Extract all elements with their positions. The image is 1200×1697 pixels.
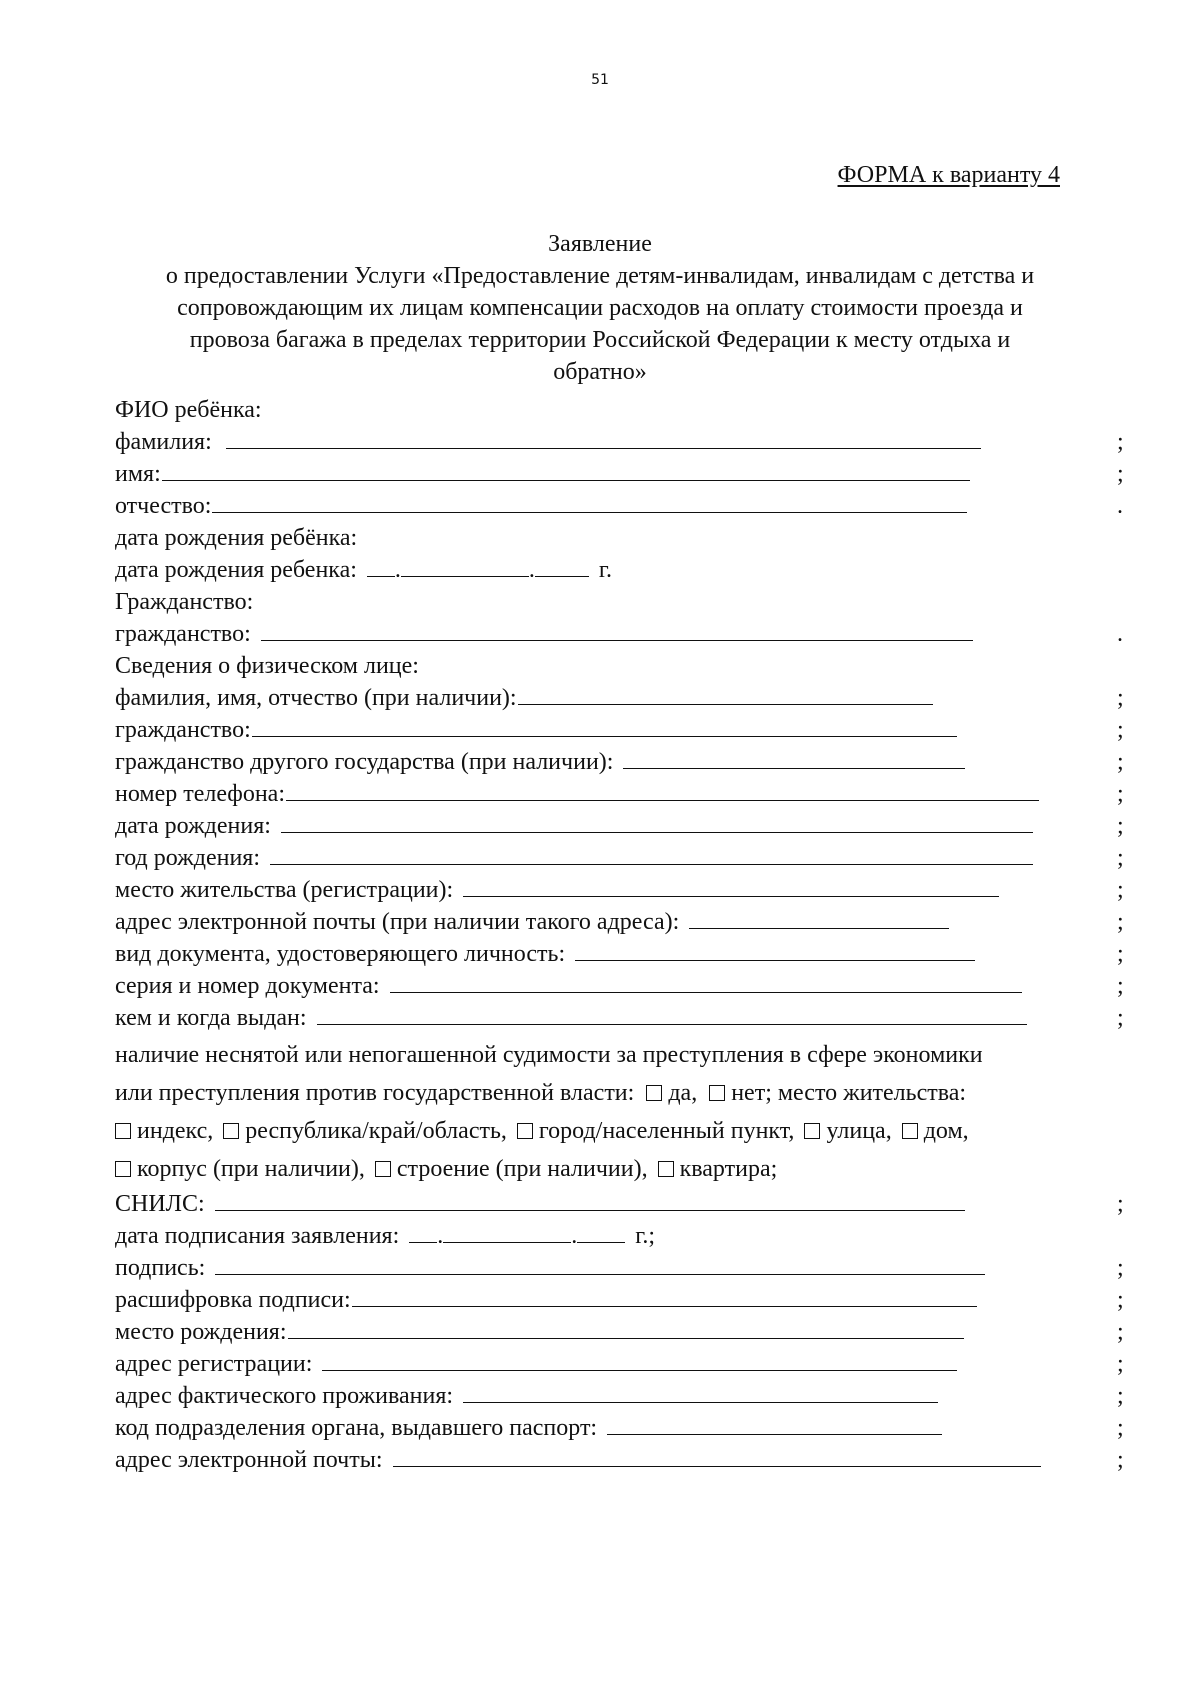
person-citizenship-row	[115, 714, 1125, 746]
passport-unit-field[interactable]	[607, 1412, 942, 1435]
checkbox-region[interactable]	[223, 1123, 239, 1139]
signature-decoding-field[interactable]	[352, 1284, 977, 1307]
child-name-row	[115, 458, 1125, 490]
terminator: ;	[1117, 1191, 1124, 1217]
terminator: ;	[1117, 1005, 1124, 1031]
child-fio-heading: ФИО ребёнка:	[115, 397, 262, 423]
checkbox-yes[interactable]	[646, 1085, 662, 1101]
person-other-citizenship-field[interactable]	[623, 746, 965, 769]
checkbox-index[interactable]	[115, 1123, 131, 1139]
person-citizenship-label: гражданство:	[115, 717, 251, 743]
child-patronymic-row	[115, 490, 1125, 522]
checkbox-building-label: корпус (при наличии),	[137, 1156, 365, 1182]
checkbox-structure[interactable]	[375, 1161, 391, 1177]
criminal-record-paragraph	[115, 1036, 1125, 1188]
title-line-1: о предоставлении Услуги «Предоставление детям-инвалидам, инвалидам с детства и	[165, 263, 1035, 289]
person-phone-field[interactable]	[286, 778, 1039, 801]
checkbox-region-label: республика/край/область,	[245, 1118, 507, 1144]
person-residence-row	[115, 874, 1125, 906]
sign-month-field[interactable]	[443, 1220, 571, 1243]
terminator: ;	[1117, 685, 1124, 711]
checkbox-apartment[interactable]	[658, 1161, 674, 1177]
person-residence-label: место жительства (регистрации):	[115, 877, 454, 903]
terminator: ;	[1117, 749, 1124, 775]
child-surname-field[interactable]	[226, 426, 981, 449]
terminator: ;	[1117, 909, 1124, 935]
person-other-citizenship-row	[115, 746, 1125, 778]
terminator: ;	[1117, 1383, 1124, 1409]
person-issued-by-field[interactable]	[317, 1002, 1027, 1025]
criminal-line-3	[115, 1112, 1125, 1150]
child-surname-row	[115, 426, 1125, 458]
checkbox-street[interactable]	[804, 1123, 820, 1139]
person-doc-number-row	[115, 970, 1125, 1002]
date-separator: .	[394, 557, 401, 583]
actual-address-row	[115, 1380, 1125, 1412]
checkbox-apartment-label: квартира;	[679, 1156, 778, 1182]
person-issued-by-row	[115, 1002, 1125, 1034]
date-separator: .	[571, 1223, 578, 1249]
person-id-doc-field[interactable]	[575, 938, 975, 961]
child-patronymic-field[interactable]	[212, 490, 967, 513]
terminator: ;	[1117, 845, 1124, 871]
criminal-line-2-text: или преступления против государственной власти:	[115, 1080, 635, 1106]
birth-place-field[interactable]	[288, 1316, 964, 1339]
person-id-doc-label: вид документа, удостоверяющего личность:	[115, 941, 566, 967]
signature-label: подпись:	[115, 1255, 206, 1281]
child-citizenship-label: гражданство:	[115, 621, 251, 647]
person-birth-date-row	[115, 810, 1125, 842]
title-line-4: обратно»	[553, 359, 647, 385]
terminator: .	[1117, 493, 1123, 519]
child-patronymic-label: отчество:	[115, 493, 212, 519]
email-row	[115, 1444, 1125, 1476]
person-heading: Сведения о физическом лице:	[115, 653, 419, 679]
person-birth-date-field[interactable]	[281, 810, 1033, 833]
checkbox-yes-label: да,	[668, 1080, 698, 1106]
sign-day-field[interactable]	[409, 1220, 437, 1243]
child-citizenship-row	[115, 618, 1125, 650]
terminator: ;	[1117, 877, 1124, 903]
criminal-line-1: наличие неснятой или непогашенной судимости за преступления в сфере экономики	[115, 1042, 983, 1068]
passport-unit-label: код подразделения органа, выдавшего паспорт:	[115, 1415, 598, 1441]
terminator: ;	[1117, 781, 1124, 807]
child-name-label: имя:	[115, 461, 161, 487]
person-fullname-label: фамилия, имя, отчество (при наличии):	[115, 685, 517, 711]
criminal-line-4	[115, 1150, 1125, 1188]
checkbox-no-label: нет; место жительства:	[731, 1080, 967, 1106]
checkbox-house[interactable]	[902, 1123, 918, 1139]
reg-address-label: адрес регистрации:	[115, 1351, 313, 1377]
passport-unit-row	[115, 1412, 1125, 1444]
terminator: ;	[1117, 941, 1124, 967]
terminator: ;	[1117, 1447, 1124, 1473]
form-fields	[115, 394, 1125, 1476]
child-birth-label: дата рождения ребенка:	[115, 557, 357, 583]
terminator: ;	[1117, 973, 1124, 999]
title-line-2: сопровождающим их лицам компенсации расходов на оплату стоимости проезда и	[177, 295, 1023, 321]
birth-place-row	[115, 1316, 1125, 1348]
checkbox-city-label: город/населенный пункт,	[538, 1118, 795, 1144]
sign-date-row	[115, 1220, 1125, 1252]
date-separator: .	[437, 1223, 444, 1249]
snils-field[interactable]	[215, 1188, 965, 1211]
terminator: ;	[1117, 461, 1124, 487]
terminator: ;	[1117, 1415, 1124, 1441]
snils-row	[115, 1188, 1125, 1220]
terminator: ;	[1117, 429, 1124, 455]
actual-address-field[interactable]	[463, 1380, 938, 1403]
criminal-line-2	[115, 1074, 1125, 1112]
person-birth-year-row	[115, 842, 1125, 874]
person-other-citizenship-label: гражданство другого государства (при наличии):	[115, 749, 614, 775]
child-citizenship-heading: Гражданство:	[115, 589, 254, 615]
sign-date-label: дата подписания заявления:	[115, 1223, 400, 1249]
person-doc-number-label: серия и номер документа:	[115, 973, 380, 999]
checkbox-no[interactable]	[709, 1085, 725, 1101]
person-email-if-any-row	[115, 906, 1125, 938]
sign-year-field[interactable]	[577, 1220, 625, 1243]
year-suffix: г.;	[635, 1223, 656, 1249]
person-email-if-any-label: адрес электронной почты (при наличии такого адреса):	[115, 909, 680, 935]
document-title	[100, 228, 1100, 388]
terminator: ;	[1117, 813, 1124, 839]
terminator: ;	[1117, 1255, 1124, 1281]
child-surname-label: фамилия:	[115, 429, 212, 455]
birth-place-label: место рождения:	[115, 1319, 287, 1345]
person-fullname-field[interactable]	[518, 682, 933, 705]
person-phone-row	[115, 778, 1125, 810]
signature-decoding-label: расшифровка подписи:	[115, 1287, 351, 1313]
signature-field[interactable]	[215, 1252, 985, 1275]
checkbox-house-label: дом,	[923, 1118, 969, 1144]
child-name-field[interactable]	[162, 458, 970, 481]
terminator: ;	[1117, 1351, 1124, 1377]
child-birth-year-field[interactable]	[535, 554, 589, 577]
checkbox-street-label: улица,	[826, 1118, 892, 1144]
person-citizenship-field[interactable]	[252, 714, 957, 737]
checkbox-index-label: индекс,	[137, 1118, 214, 1144]
person-birth-year-label: год рождения:	[115, 845, 261, 871]
person-issued-by-label: кем и когда выдан:	[115, 1005, 307, 1031]
date-separator: .	[528, 557, 535, 583]
title-heading: Заявление	[548, 231, 652, 257]
terminator: ;	[1117, 1319, 1124, 1345]
person-residence-field[interactable]	[463, 874, 999, 897]
form-reference: ФОРМА к варианту 4	[837, 162, 1060, 188]
person-doc-number-field[interactable]	[390, 970, 1022, 993]
reg-address-row	[115, 1348, 1125, 1380]
signature-row	[115, 1252, 1125, 1284]
email-field[interactable]	[393, 1444, 1041, 1467]
email-label: адрес электронной почты:	[115, 1447, 383, 1473]
checkbox-structure-label: строение (при наличии),	[396, 1156, 648, 1182]
checkbox-city[interactable]	[517, 1123, 533, 1139]
checkbox-building[interactable]	[115, 1161, 131, 1177]
title-line-3: провоза багажа в пределах территории Российской Федерации к месту отдыха и	[189, 327, 1011, 353]
actual-address-label: адрес фактического проживания:	[115, 1383, 454, 1409]
child-citizenship-field[interactable]	[261, 618, 973, 641]
person-fullname-row	[115, 682, 1125, 714]
snils-label: СНИЛС:	[115, 1191, 205, 1217]
signature-decoding-row	[115, 1284, 1125, 1316]
child-birth-month-field[interactable]	[401, 554, 529, 577]
year-suffix: г.	[598, 557, 613, 583]
child-birth-day-field[interactable]	[367, 554, 395, 577]
reg-address-field[interactable]	[322, 1348, 957, 1371]
terminator: ;	[1117, 717, 1124, 743]
person-phone-label: номер телефона:	[115, 781, 286, 807]
person-email-if-any-field[interactable]	[689, 906, 949, 929]
person-id-doc-row	[115, 938, 1125, 970]
page-number: 51	[591, 72, 609, 88]
terminator: ;	[1117, 1287, 1124, 1313]
child-birth-heading: дата рождения ребёнка:	[115, 525, 358, 551]
person-birth-year-field[interactable]	[270, 842, 1033, 865]
person-birth-date-label: дата рождения:	[115, 813, 271, 839]
child-birth-row	[115, 554, 1125, 586]
terminator: .	[1117, 621, 1123, 647]
